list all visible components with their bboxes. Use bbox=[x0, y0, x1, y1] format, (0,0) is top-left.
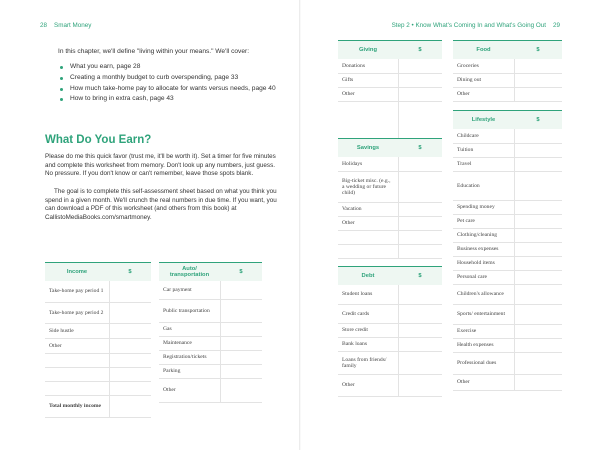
auto-row-label: Other bbox=[159, 378, 220, 402]
topic-item: Creating a monthly budget to curb overspending, page 33 bbox=[58, 74, 278, 82]
section-paragraph-2: The goal is to complete this self-assessment sheet based on what you think you spend in a given month. We'll crunch the real numbers in due time. If you want, you can download a PDF of this worksheet (and others from this book) at CallistoMediaBooks.com/smartmoney. bbox=[45, 188, 277, 221]
lifestyle-row-label: Health expenses bbox=[453, 338, 514, 352]
amount-field[interactable] bbox=[109, 323, 151, 338]
lifestyle-row-label: Sports/ entertainment bbox=[453, 304, 514, 324]
amount-field[interactable] bbox=[220, 299, 262, 322]
income-header: Income bbox=[45, 263, 109, 282]
amount-field[interactable] bbox=[398, 337, 442, 351]
amount-field[interactable] bbox=[398, 59, 442, 73]
lifestyle-row-label: Clothing/cleaning bbox=[453, 228, 514, 242]
right-page bbox=[300, 0, 600, 450]
currency-header: $ bbox=[109, 263, 151, 282]
income-table bbox=[45, 262, 151, 418]
lifestyle-row-label: Education bbox=[453, 171, 514, 200]
chapter-intro: In this chapter, we'll define "living within your means." We'll cover: bbox=[58, 48, 250, 55]
amount-field[interactable] bbox=[109, 338, 151, 353]
amount-field[interactable] bbox=[514, 324, 562, 338]
amount-field[interactable] bbox=[398, 374, 442, 396]
debt-row-label: Loans from friends/ family bbox=[338, 351, 398, 374]
savings-row-label: Other bbox=[338, 216, 398, 230]
amount-field[interactable] bbox=[514, 270, 562, 284]
amount-field[interactable] bbox=[514, 200, 562, 214]
amount-field[interactable] bbox=[220, 378, 262, 402]
amount-field[interactable] bbox=[514, 87, 562, 101]
giving-row-label: Gifts bbox=[338, 73, 398, 87]
amount-field[interactable] bbox=[398, 351, 442, 374]
amount-field[interactable] bbox=[220, 336, 262, 350]
debt-row-label: Student loans bbox=[338, 285, 398, 304]
savings-row-label: Holidays bbox=[338, 157, 398, 171]
amount-field[interactable] bbox=[514, 59, 562, 73]
amount-field[interactable] bbox=[109, 353, 151, 367]
lifestyle-row-label: Exercise bbox=[453, 324, 514, 338]
amount-field[interactable] bbox=[514, 129, 562, 143]
amount-field[interactable] bbox=[398, 202, 442, 216]
amount-field[interactable] bbox=[220, 322, 262, 336]
right-page-number: 29 bbox=[552, 22, 560, 29]
section-paragraph-1: Please do me this quick favor (trust me, it'll be worth it). Set a timer for five minutes and complete this worksheet from memory. Don't look up any numbers, just guess. No pressure. If you don't know or can't remember, leave those spots blank. bbox=[45, 153, 276, 177]
lifestyle-row-label: Travel bbox=[453, 157, 514, 171]
amount-field[interactable] bbox=[398, 285, 442, 304]
debt-table bbox=[338, 266, 442, 397]
amount-field[interactable] bbox=[514, 374, 562, 390]
savings-row-label: Vacation bbox=[338, 202, 398, 216]
lifestyle-row-label: Business expenses bbox=[453, 242, 514, 256]
amount-field[interactable] bbox=[514, 171, 562, 200]
lifestyle-header: Lifestyle bbox=[453, 111, 514, 130]
amount-field[interactable] bbox=[398, 216, 442, 230]
giving-row-label: Other bbox=[338, 87, 398, 101]
amount-field[interactable] bbox=[514, 242, 562, 256]
food-row-label: Groceries bbox=[453, 59, 514, 73]
amount-field[interactable] bbox=[109, 302, 151, 323]
auto-row-label: Car payment bbox=[159, 281, 220, 299]
savings-row-label: Big-ticket misc. (e.g., a wedding or future child) bbox=[338, 171, 398, 202]
auto-row-label: Maintenance bbox=[159, 336, 220, 350]
income-row-label: Other bbox=[45, 338, 109, 353]
savings-header: Savings bbox=[338, 139, 398, 158]
income-total-label: Total monthly income bbox=[45, 395, 109, 417]
currency-header: $ bbox=[514, 111, 562, 130]
amount-field[interactable] bbox=[398, 304, 442, 323]
left-page-number: 28 bbox=[40, 22, 48, 29]
debt-header: Debt bbox=[338, 267, 398, 286]
currency-header: $ bbox=[220, 263, 262, 282]
income-row-label: Side hustle bbox=[45, 323, 109, 338]
currency-header: $ bbox=[398, 41, 442, 60]
amount-field[interactable] bbox=[220, 364, 262, 378]
amount-field[interactable] bbox=[109, 281, 151, 302]
amount-field[interactable] bbox=[514, 284, 562, 304]
left-book-title: Smart Money bbox=[54, 22, 92, 29]
currency-header: $ bbox=[514, 41, 562, 60]
debt-row-label: Other bbox=[338, 374, 398, 396]
amount-field[interactable] bbox=[514, 73, 562, 87]
lifestyle-row-label: Children's allowance bbox=[453, 284, 514, 304]
auto-table bbox=[159, 262, 262, 403]
debt-row-label: Bank loans bbox=[338, 337, 398, 351]
amount-field[interactable] bbox=[109, 381, 151, 395]
food-row-label: Other bbox=[453, 87, 514, 101]
left-running-header bbox=[40, 22, 91, 29]
amount-field[interactable] bbox=[109, 367, 151, 381]
income-row-label bbox=[45, 381, 109, 395]
amount-field[interactable] bbox=[220, 350, 262, 364]
income-row-label bbox=[45, 353, 109, 367]
income-row-label bbox=[45, 367, 109, 381]
right-running-header bbox=[392, 22, 560, 29]
amount-field[interactable] bbox=[398, 73, 442, 87]
amount-field[interactable] bbox=[398, 323, 442, 337]
auto-row-label: Registration/tickets bbox=[159, 350, 220, 364]
food-header: Food bbox=[453, 41, 514, 60]
amount-field[interactable] bbox=[398, 157, 442, 171]
debt-row-label: Store credit bbox=[338, 323, 398, 337]
lifestyle-row-label: Pet care bbox=[453, 214, 514, 228]
auto-header: Auto/ transportation bbox=[159, 263, 220, 282]
amount-field[interactable] bbox=[514, 256, 562, 270]
amount-field[interactable] bbox=[109, 395, 151, 417]
right-chapter-title: Step 2 • Know What's Coming In and What's Going Out bbox=[391, 22, 546, 29]
topic-item: How to bring in extra cash, page 43 bbox=[58, 95, 278, 103]
savings-row-label bbox=[338, 244, 398, 258]
amount-field[interactable] bbox=[514, 157, 562, 171]
lifestyle-row-label: Tuition bbox=[453, 143, 514, 157]
lifestyle-row-label: Professional dues bbox=[453, 352, 514, 374]
amount-field[interactable] bbox=[514, 228, 562, 242]
food-table bbox=[453, 40, 562, 102]
amount-field[interactable] bbox=[398, 87, 442, 101]
giving-table bbox=[338, 40, 442, 146]
savings-table bbox=[338, 138, 442, 259]
topic-item: How much take-home pay to allocate for wants versus needs, page 40 bbox=[58, 85, 278, 93]
giving-header: Giving bbox=[338, 41, 398, 60]
amount-field[interactable] bbox=[220, 281, 262, 299]
savings-row-label bbox=[338, 230, 398, 244]
auto-row-label: Parking bbox=[159, 364, 220, 378]
debt-row-label: Credit cards bbox=[338, 304, 398, 323]
topic-item: What you earn, page 28 bbox=[58, 63, 278, 71]
amount-field[interactable] bbox=[514, 304, 562, 324]
currency-header: $ bbox=[398, 139, 442, 158]
amount-field[interactable] bbox=[398, 244, 442, 258]
lifestyle-row-label: Other bbox=[453, 374, 514, 390]
amount-field[interactable] bbox=[398, 230, 442, 244]
income-row-label: Take-home pay period 2 bbox=[45, 302, 109, 323]
lifestyle-row-label: Spending money bbox=[453, 200, 514, 214]
auto-row-label: Public transportation bbox=[159, 299, 220, 322]
giving-row-label: Donations bbox=[338, 59, 398, 73]
lifestyle-row-label: Household items bbox=[453, 256, 514, 270]
amount-field[interactable] bbox=[398, 171, 442, 202]
amount-field[interactable] bbox=[514, 338, 562, 352]
food-row-label: Dining out bbox=[453, 73, 514, 87]
amount-field[interactable] bbox=[514, 352, 562, 374]
lifestyle-row-label: Childcare bbox=[453, 129, 514, 143]
amount-field[interactable] bbox=[514, 143, 562, 157]
lifestyle-row-label: Personal care bbox=[453, 270, 514, 284]
amount-field[interactable] bbox=[514, 214, 562, 228]
topics-list bbox=[58, 63, 278, 106]
income-row-label: Take-home pay period 1 bbox=[45, 281, 109, 302]
lifestyle-table bbox=[453, 110, 562, 391]
currency-header: $ bbox=[398, 267, 442, 286]
auto-row-label: Gas bbox=[159, 322, 220, 336]
section-heading: What Do You Earn? bbox=[45, 134, 152, 146]
